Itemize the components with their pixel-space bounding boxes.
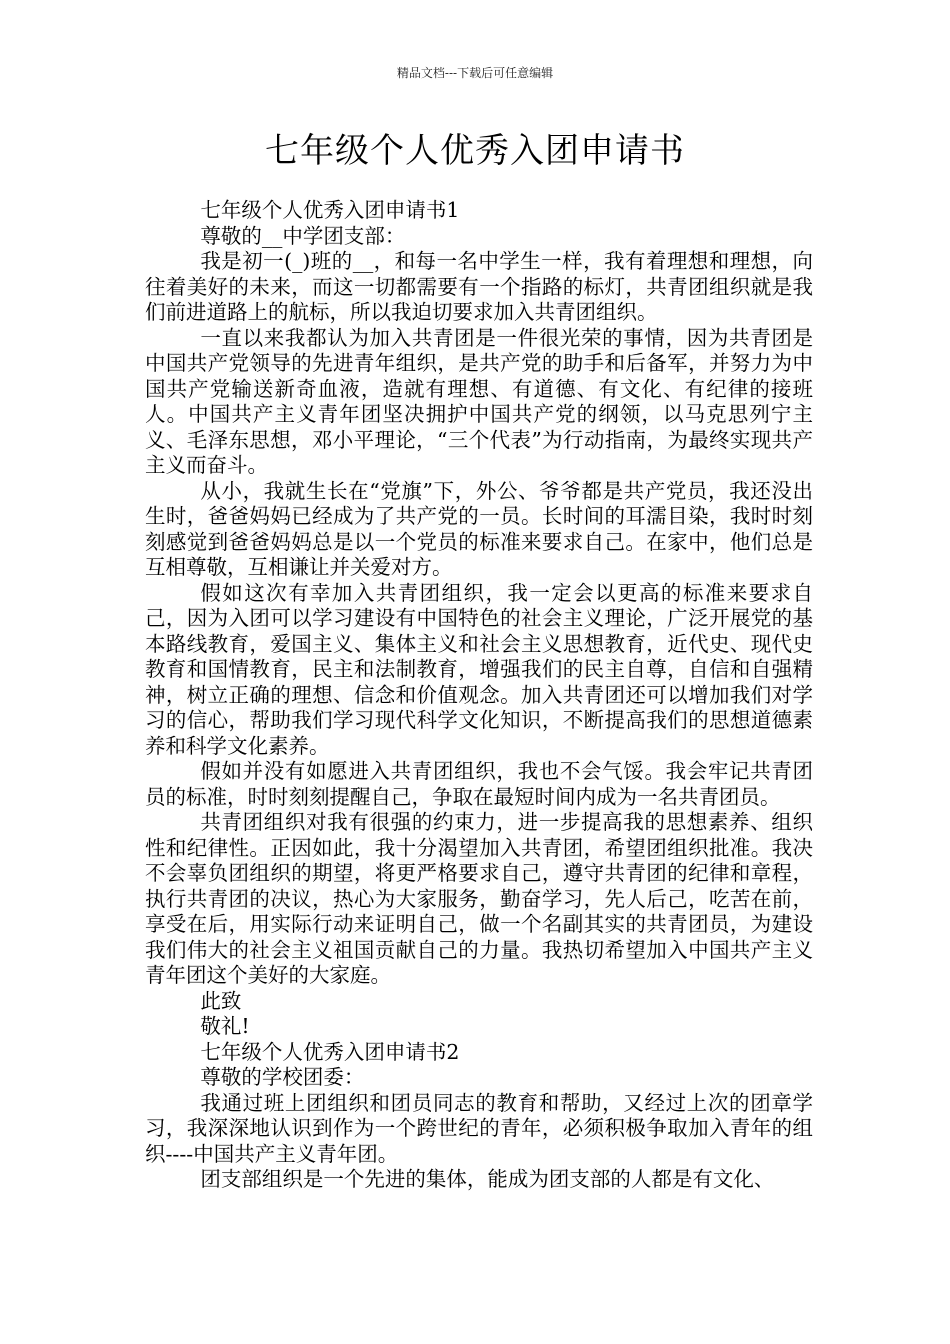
- body-paragraph: 假如这次有幸加入共青团组织，我一定会以更高的标准来要求自己，因为入团可以学习建设有中国特色的社会主义理论，广泛开展党的基本路线教育，爱国主义、集体主义和社会主义思想教育，近代史、现代史教育和国情教育，民主和法制教育，增强我们的民主自尊，自信和自强精神，树立正确的理想、信念和价值观念。加入共青团还可以增加我们对学习的信心，帮助我们学习现代科学文化知识，不断提高我们的思想道德素养和科学文化素养。: [145, 580, 813, 758]
- header-note: 精品文档---下载后可任意编辑: [396, 66, 554, 80]
- document-title: 七年级个人优秀入团申请书: [265, 131, 685, 171]
- body-paragraph: 一直以来我都认为加入共青团是一件很光荣的事情，因为共青团是中国共产党领导的先进青年组织，是共产党的助手和后备军，并努力为中国共产党输送新奇血液，造就有理想、有道德、有文化、有纪律的接班人。中国共产主义青年团坚决拥护中国共产党的纲领，以马克思列宁主义、毛泽东思想，邓小平理论，“三个代表”为行动指南，为最终实现共产主义而奋斗。: [145, 325, 813, 477]
- body-paragraph: 假如并没有如愿进入共青团组织，我也不会气馁。我会牢记共青团员的标准，时时刻刻提醒自己，争取在最短时间内成为一名共青团员。: [145, 759, 813, 809]
- closing-line: 此致: [200, 988, 242, 1013]
- body-paragraph: 共青团组织对我有很强的约束力，进一步提高我的思想素养、组织性和纪律性。正因如此，我十分渴望加入共青团，希望团组织批准。我决不会辜负团组织的期望，将更严格要求自己，遵守共青团的纪律和章程，执行共青团的决议，热心为大家服务，勤奋学习，先人后己，吃苦在前，享受在后，用实际行动来证明自己，做一个名副其实的共青团员，为建设我们伟大的社会主义祖国贡献自己的力量。我热切希望加入中国共产主义青年团这个美好的大家庭。: [145, 810, 813, 987]
- body-paragraph: 我通过班上团组织和团员同志的教育和帮助，又经过上次的团章学习，我深深地认识到作为一个跨世纪的青年，必须积极争取加入青年的组织----中国共产主义青年团。: [145, 1090, 813, 1166]
- salutation-2: 尊敬的学校团委：: [200, 1065, 365, 1089]
- body-paragraph: 团支部组织是一个先进的集体，能成为团支部的人都是有文化、: [200, 1167, 775, 1191]
- document-body: [145, 198, 813, 1193]
- closing-salute: 敬礼!: [200, 1014, 250, 1038]
- body-paragraph: 我是初一(_)班的__，和每一名中学生一样，我有着理想和理想，向往着美好的未来，而这一切都需要有一个指路的标灯，共青团组织就是我们前进道路上的航标，所以我迫切要求加入共青团组织。: [145, 249, 813, 324]
- section-heading-2: 七年级个人优秀入团申请书2: [200, 1039, 460, 1064]
- section-heading-1: 七年级个人优秀入团申请书1: [200, 198, 460, 222]
- body-paragraph: 从小，我就生长在“党旗”下，外公、爷爷都是共产党员，我还没出生时，爸爸妈妈已经成为了共产党的一员。长时间的耳濡目染，我时时刻刻感觉到爸爸妈妈总是以一个党员的标准来要求自己。在家中，他们总是互相尊敬，互相谦让并关爱对方。: [145, 478, 813, 579]
- salutation-1: 尊敬的__中学团支部：: [200, 223, 406, 248]
